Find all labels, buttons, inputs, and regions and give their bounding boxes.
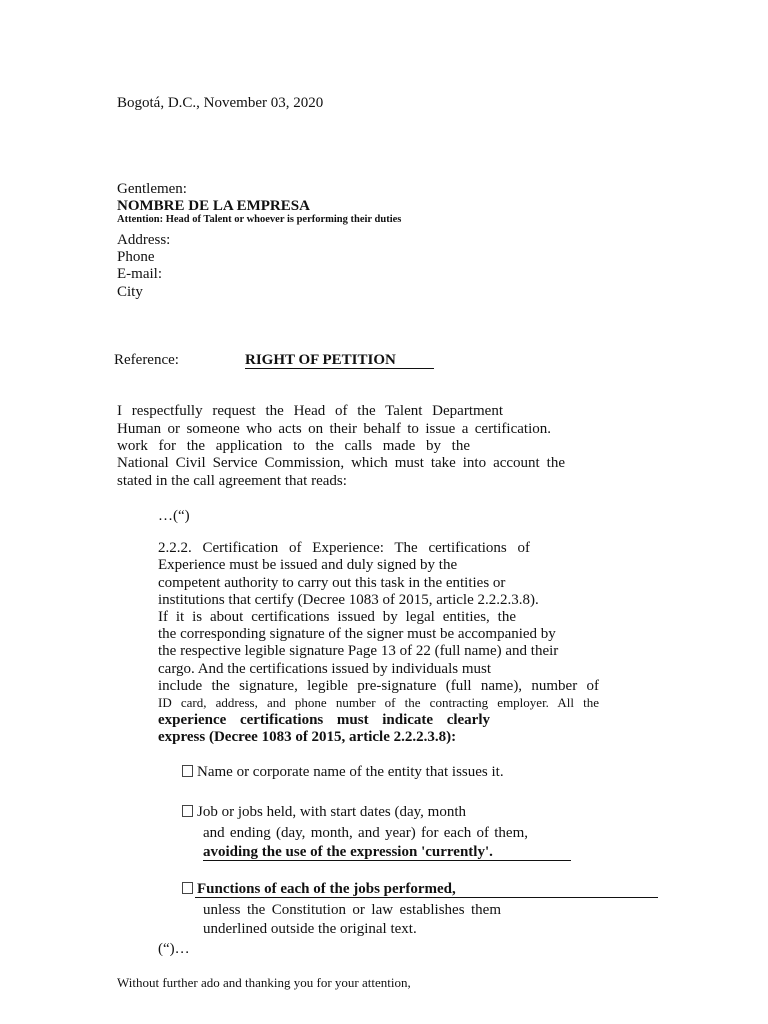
date-line: Bogotá, D.C., November 03, 2020 — [117, 95, 324, 111]
company-name: NOMBRE DE LA EMPRESA — [117, 198, 310, 214]
body-line: stated in the call agreement that reads: — [117, 473, 347, 489]
body-line: work for the application to the calls made by the — [117, 438, 470, 454]
section-bold-line: express (Decree 1083 of 2015, article 2.2.2.3.8): — [158, 729, 457, 745]
quote-close: (“)… — [158, 941, 190, 957]
section-line: the respective legible signature Page 13 of 22 (full name) and their — [158, 643, 559, 659]
section-line: If it is about certifications issued by legal entities, the — [158, 609, 516, 625]
checkbox-icon — [182, 765, 193, 777]
section-line: institutions that certify (Decree 1083 of 2015, article 2.2.2.3.8). — [158, 592, 539, 608]
reference-label: Reference: — [114, 352, 179, 368]
bullet-text: Functions of each of the jobs performed, — [197, 881, 456, 897]
bullet-continuation: unless the Constitution or law establishes them — [203, 902, 501, 918]
section-line: cargo. And the certifications issued by individuals must — [158, 661, 492, 677]
phone-line: Phone — [117, 249, 155, 265]
attention-line: Attention: Head of Talent or whoever is performing their duties — [117, 214, 402, 225]
body-line: Human or someone who acts on their behalf to issue a certification. — [117, 421, 551, 437]
email-line: E-mail: — [117, 266, 162, 282]
section-line: 2.2.2. Certification of Experience: The certifications of — [158, 540, 530, 556]
bullet-continuation: underlined outside the original text. — [203, 921, 417, 937]
body-line: I respectfully request the Head of the Talent Department — [117, 403, 503, 419]
bullet-item — [182, 764, 504, 781]
quote-open: …(“) — [158, 508, 190, 524]
reference-underline — [245, 368, 434, 369]
bullet-continuation: avoiding the use of the expression 'currently'. — [203, 844, 493, 860]
body-line: National Civil Service Commission, which must take into account the — [117, 455, 565, 471]
bullet-item — [182, 804, 466, 821]
section-line: competent authority to carry out this task in the entities or — [158, 575, 506, 591]
section-bold-line: experience certifications must indicate clearly — [158, 712, 490, 728]
section-line: Experience must be issued and duly signed by the — [158, 557, 458, 573]
checkbox-icon — [182, 805, 193, 817]
bullet-underline — [195, 897, 658, 898]
section-line: the corresponding signature of the signer must be accompanied by — [158, 626, 556, 642]
bullet-item — [182, 881, 456, 898]
bullet-text: Job or jobs held, with start dates (day, month — [197, 804, 466, 820]
salutation: Gentlemen: — [117, 181, 187, 197]
checkbox-icon — [182, 882, 193, 894]
bullet-underline — [203, 860, 571, 861]
bullet-text: Name or corporate name of the entity that issues it. — [197, 764, 504, 780]
closing-line: Without further ado and thanking you for your attention, — [117, 975, 411, 990]
section-line: include the signature, legible pre-signature (full name), number of — [158, 678, 599, 694]
bullet-continuation: and ending (day, month, and year) for each of them, — [203, 825, 528, 841]
city-line: City — [117, 284, 143, 300]
reference-value: RIGHT OF PETITION — [245, 352, 396, 368]
section-line: ID card, address, and phone number of the contracting employer. All the — [158, 695, 599, 710]
address-line: Address: — [117, 232, 171, 248]
